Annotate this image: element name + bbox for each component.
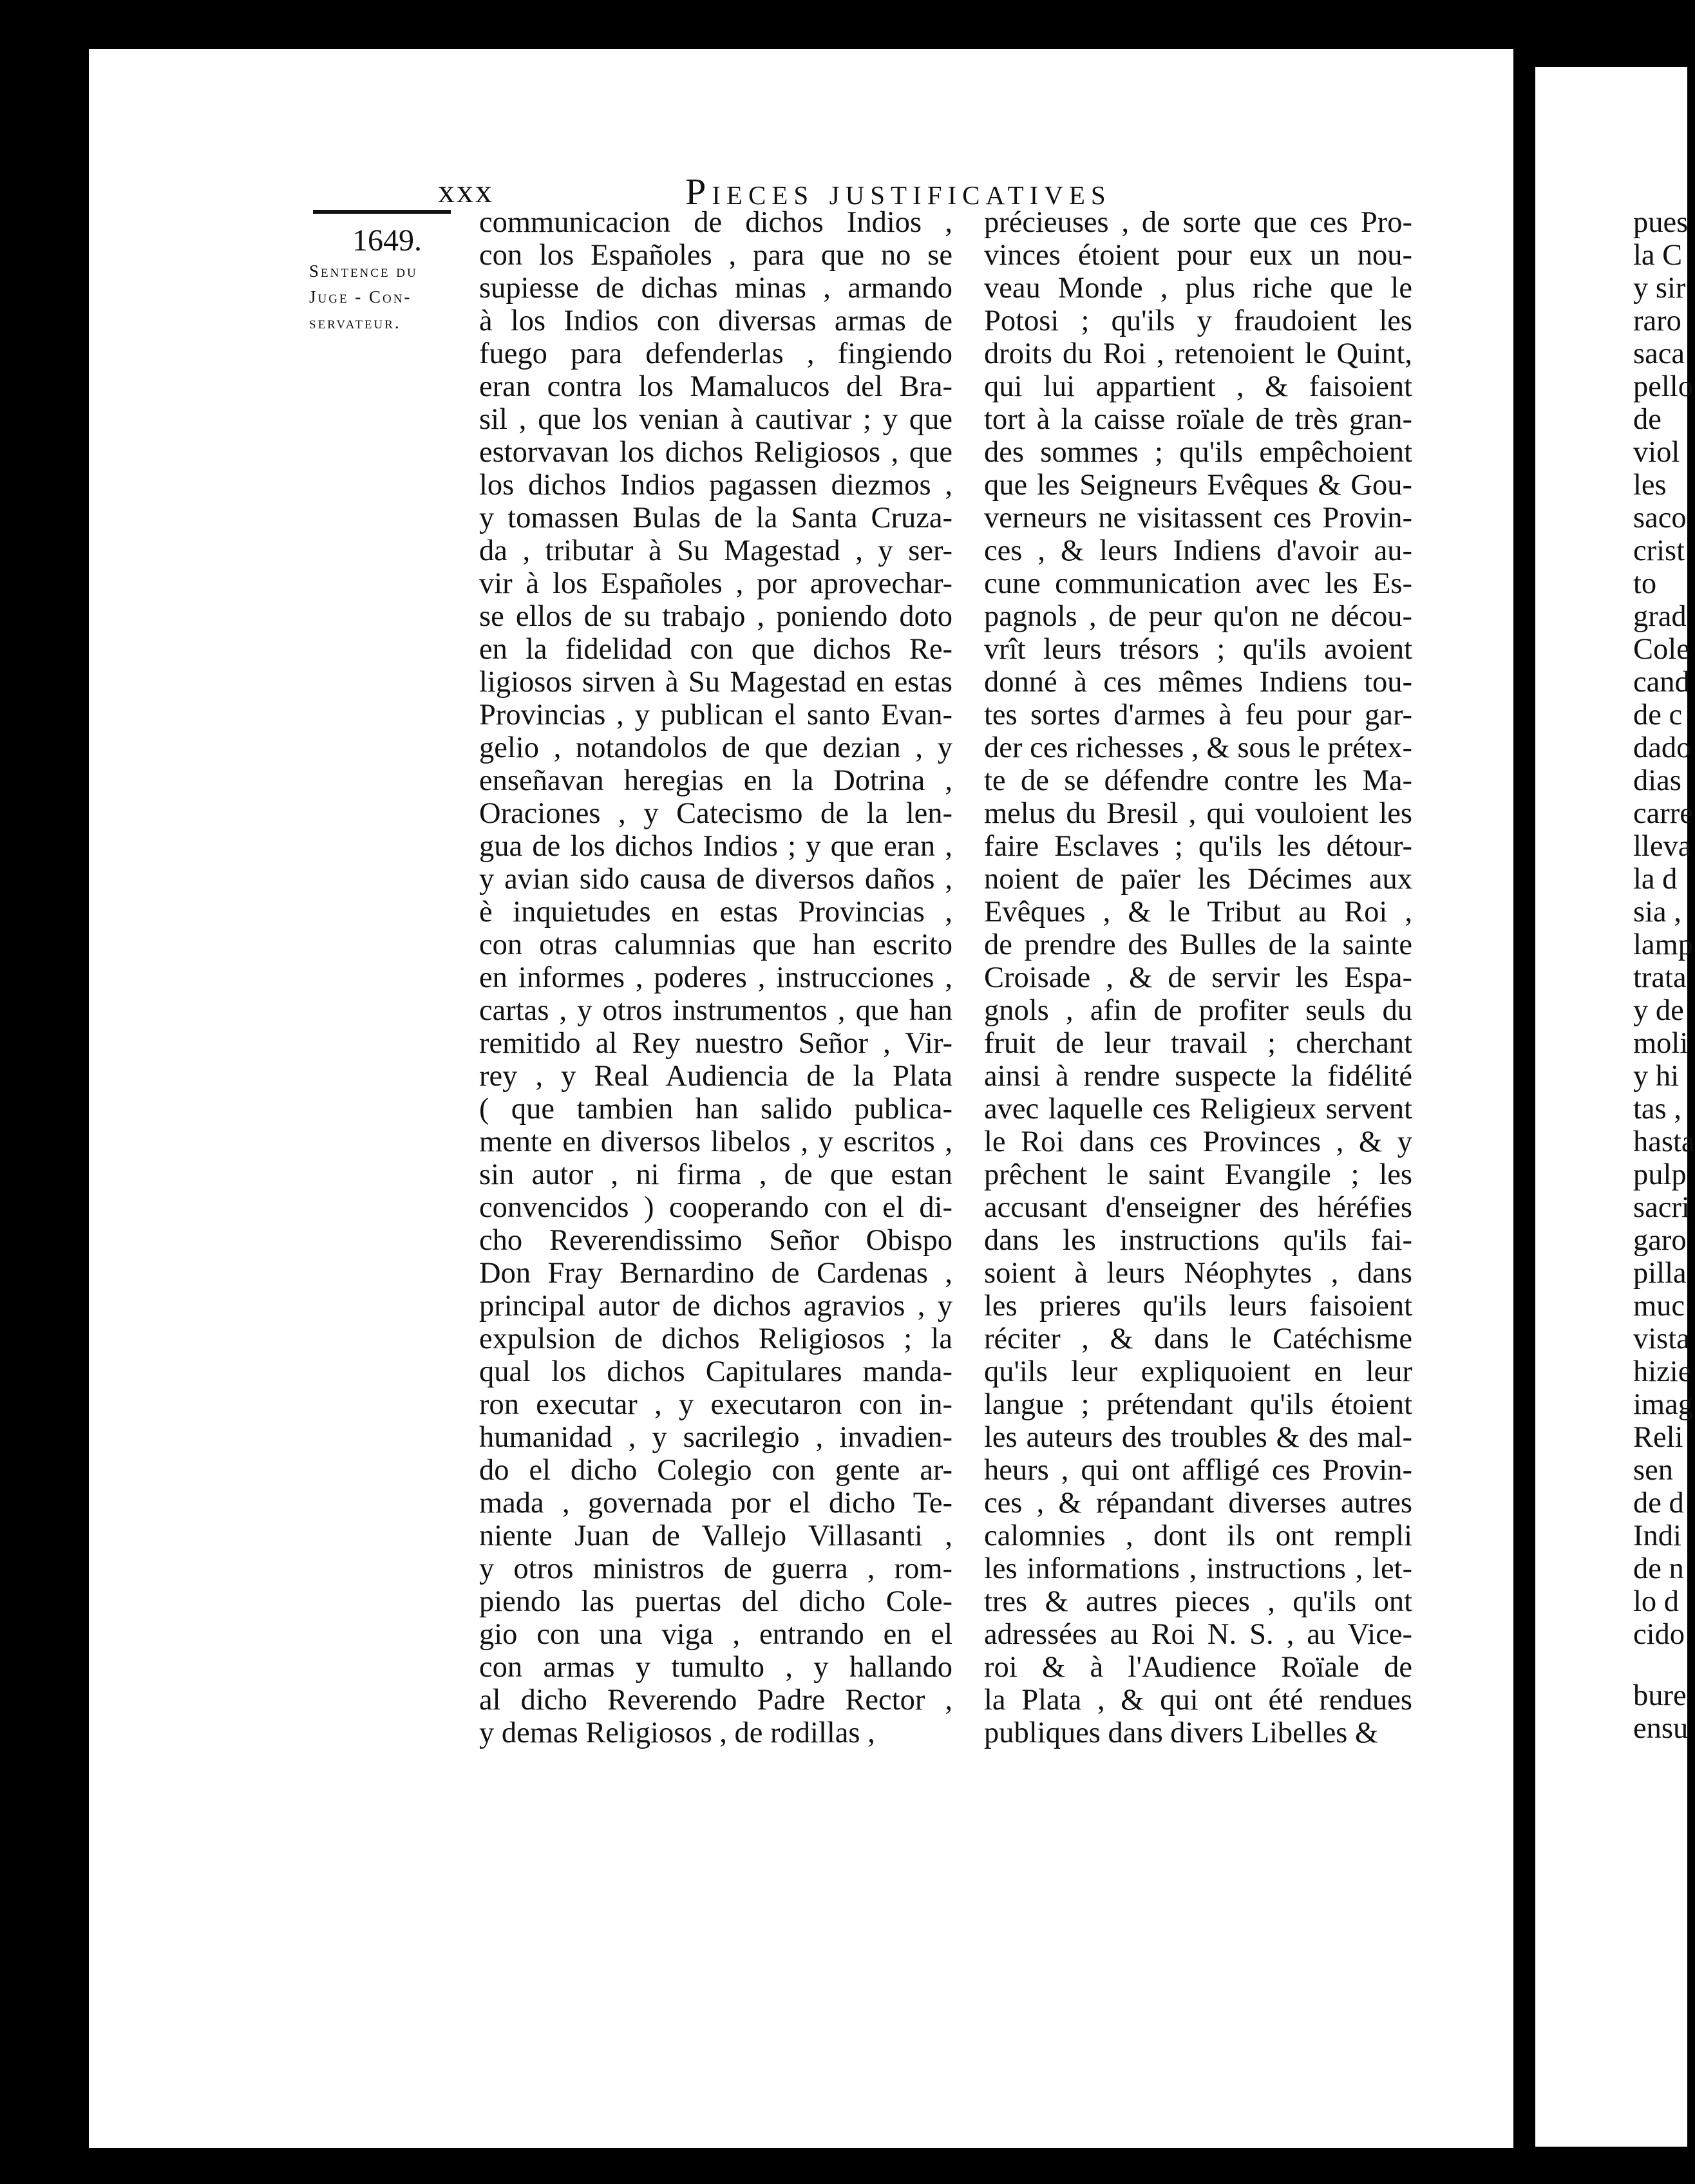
text-line: Potosi ; qu'ils y fraudoient les — [984, 305, 1412, 337]
facing-page-line: lleva — [1633, 830, 1692, 863]
facing-page-line: moli — [1633, 1027, 1689, 1060]
text-line: y otros ministros de guerra , rom- — [479, 1552, 952, 1585]
text-line: gua de los dichos Indios ; y que eran , — [479, 830, 952, 863]
text-line: ces , & répandant diverses autres — [984, 1487, 1412, 1520]
text-line: fuego para defenderlas , fingiendo — [479, 337, 952, 370]
text-line: humanidad , y sacrilegio , invadien- — [479, 1421, 952, 1454]
facing-page-line: imag — [1633, 1388, 1693, 1421]
text-line: sil , que los venian à cautivar ; y que — [479, 403, 952, 436]
facing-page-line: muc — [1633, 1290, 1685, 1323]
text-line: ainsi à rendre suspecte la fidélité — [984, 1060, 1412, 1093]
text-line: supiesse de dichas minas , armando — [479, 272, 952, 305]
facing-page-line: bure — [1633, 1679, 1687, 1712]
text-line: enseñavan heregias en la Dotrina , — [479, 764, 952, 797]
spanish-text-column — [479, 206, 952, 1749]
text-line: la Plata , & qui ont été rendues — [984, 1684, 1412, 1717]
facing-page-line: hizie — [1633, 1355, 1692, 1388]
margin-year: 1649. — [352, 223, 422, 258]
facing-page-line: crist — [1633, 534, 1685, 567]
text-line: accusant d'enseigner des héréfies — [984, 1191, 1412, 1224]
text-line: qui lui appartient , & faisoient — [984, 370, 1412, 403]
facing-page-line: la C — [1633, 239, 1683, 272]
text-line: ( que tambien han salido publica- — [479, 1093, 952, 1125]
text-line: tes sortes d'armes à feu pour gar- — [984, 699, 1412, 731]
text-line: de prendre des Bulles de la sainte — [984, 928, 1412, 961]
text-line: réciter , & dans le Catéchisme — [984, 1323, 1412, 1355]
text-line: con armas y tumulto , y hallando — [479, 1651, 952, 1684]
text-line: faire Esclaves ; qu'ils les détour- — [984, 830, 1412, 863]
text-line: y avian sido causa de diversos daños , — [479, 863, 952, 896]
facing-page-line: pues — [1633, 206, 1689, 239]
facing-page-line: de d — [1633, 1487, 1684, 1520]
text-line: les informations , instructions , let- — [984, 1552, 1412, 1585]
text-line: qual los dichos Capitulares manda- — [479, 1355, 952, 1388]
facing-page-line: la d — [1633, 863, 1678, 896]
facing-page-line: les — [1633, 469, 1667, 502]
text-line: fruit de leur travail ; cherchant — [984, 1027, 1412, 1060]
facing-page-line: y hi — [1633, 1060, 1680, 1093]
text-line: eran contra los Mamalucos del Bra- — [479, 370, 952, 403]
facing-page-line: lamp — [1633, 928, 1693, 961]
text-line: ron executar , y executaron con in- — [479, 1388, 952, 1421]
text-line: mada , governada por el dicho Te- — [479, 1487, 952, 1520]
facing-page-line: lo d — [1633, 1585, 1680, 1618]
text-line: noient de païer les Décimes aux — [984, 863, 1412, 896]
text-line: des sommes ; qu'ils empêchoient — [984, 436, 1412, 469]
text-line: langue ; prétendant qu'ils étoient — [984, 1388, 1412, 1421]
text-line: les prieres qu'ils leurs faisoient — [984, 1290, 1412, 1323]
text-line: droits du Roi , retenoient le Quint, — [984, 337, 1412, 370]
text-line: con otras calumnias que han escrito — [479, 928, 952, 961]
page-number: xxx — [438, 173, 494, 210]
facing-page-line: pello — [1633, 370, 1693, 403]
facing-page-line: saca — [1633, 337, 1685, 370]
facing-page-line: Cole — [1633, 633, 1690, 666]
margin-note-text — [309, 258, 470, 335]
text-line: prêchent le saint Evangile ; les — [984, 1158, 1412, 1191]
text-line: expulsion de dichos Religiosos ; la — [479, 1323, 952, 1355]
facing-page-line: de c — [1633, 699, 1683, 731]
facing-page-line: cand — [1633, 666, 1690, 699]
facing-page-line: hasta — [1633, 1125, 1695, 1158]
text-line: tort à la caisse roïale de très gran- — [984, 403, 1412, 436]
text-line: tres & autres pieces , qu'ils ont — [984, 1585, 1412, 1618]
text-line: der ces richesses , & sous le prétex- — [984, 731, 1412, 764]
facing-page-line: pulp — [1633, 1158, 1687, 1191]
facing-page-gap — [1633, 1651, 1687, 1679]
text-line: con los Españoles , para que no se — [479, 239, 952, 272]
facing-page-line: y sir — [1633, 272, 1686, 305]
text-line: pagnols , de peur qu'on ne décou- — [984, 600, 1412, 633]
text-line: verneurs ne visitassent ces Provin- — [984, 502, 1412, 534]
text-line: Oraciones , y Catecismo de la len- — [479, 797, 952, 830]
facing-page-line: cido — [1633, 1618, 1685, 1651]
text-line: vinces étoient pour eux un nou- — [984, 239, 1412, 272]
facing-page-line: garo — [1633, 1224, 1687, 1257]
facing-page-line: dado — [1633, 731, 1692, 764]
text-line: estorvavan los dichos Religiosos , que — [479, 436, 952, 469]
text-line: qu'ils leur expliquoient en leur — [984, 1355, 1412, 1388]
text-line: melus du Bresil , qui vouloient les — [984, 797, 1412, 830]
facing-page-line: Indi — [1633, 1520, 1681, 1552]
text-line: ligiosos sirven à Su Magestad en estas — [479, 666, 952, 699]
text-line: te de se défendre contre les Ma- — [984, 764, 1412, 797]
facing-page-line: tas , — [1633, 1093, 1681, 1125]
text-line: calomnies , dont ils ont rempli — [984, 1520, 1412, 1552]
text-line: da , tributar à Su Magestad , y ser- — [479, 534, 952, 567]
text-line: gio con una viga , entrando en el — [479, 1618, 952, 1651]
text-line: publiques dans divers Libelles & — [984, 1717, 1379, 1749]
facing-page-line: sen — [1633, 1454, 1673, 1487]
facing-page-line: viol — [1633, 436, 1680, 469]
facing-page-line: Reli — [1633, 1421, 1683, 1454]
text-line: cho Reverendissimo Señor Obispo — [479, 1224, 952, 1257]
text-line: se ellos de su trabajo , poniendo doto — [479, 600, 952, 633]
text-line: Don Fray Bernardino de Cardenas , — [479, 1257, 952, 1290]
facing-page-line: to — [1633, 567, 1657, 600]
text-line: roi & à l'Audience Roïale de — [984, 1651, 1412, 1684]
text-line: remitido al Rey nuestro Señor , Vir- — [479, 1027, 952, 1060]
text-line: al dicho Reverendo Padre Rector , — [479, 1684, 952, 1717]
text-line: los dichos Indios pagassen diezmos , — [479, 469, 952, 502]
text-line: le Roi dans ces Provinces , & y — [984, 1125, 1412, 1158]
text-line: cartas , y otros instrumentos , que han — [479, 994, 952, 1027]
facing-page-line: ensu — [1633, 1712, 1689, 1745]
text-line: Provincias , y publican el santo Evan- — [479, 699, 952, 731]
text-line: précieuses , de sorte que ces Pro- — [984, 206, 1412, 239]
margin-note-line: servateur. — [309, 313, 401, 332]
text-line: convencidos ) cooperando con el di- — [479, 1191, 952, 1224]
facing-page-line: sacri — [1633, 1191, 1690, 1224]
text-line: è inquietudes en estas Provincias , — [479, 896, 952, 928]
facing-page-line: de — [1633, 403, 1662, 436]
text-line: avec laquelle ces Religieux servent — [984, 1093, 1412, 1125]
text-line: do el dicho Colegio con gente ar- — [479, 1454, 952, 1487]
facing-page-line: raro — [1633, 305, 1681, 337]
facing-page-line: sia , — [1633, 896, 1681, 928]
text-line: vir à los Españoles , por aprovechar- — [479, 567, 952, 600]
margin-note-line: Juge - Con- — [309, 287, 412, 306]
text-line: vrît leurs trésors ; qu'ils avoient — [984, 633, 1412, 666]
text-line: mente en diversos libelos , y escritos , — [479, 1125, 952, 1158]
text-line: soient à leurs Néophytes , dans — [984, 1257, 1412, 1290]
facing-page-line: dias — [1633, 764, 1681, 797]
facing-page-line: y de — [1633, 994, 1684, 1027]
text-line: dans les instructions qu'ils fai- — [984, 1224, 1412, 1257]
running-title: Pieces justificatives — [685, 171, 1112, 212]
text-line: piendo las puertas del dicho Cole- — [479, 1585, 952, 1618]
text-line: donné à ces mêmes Indiens tou- — [984, 666, 1412, 699]
facing-page-line: saco — [1633, 502, 1687, 534]
text-line: gelio , notandolos de que dezian , y — [479, 731, 952, 764]
text-line: en informes , poderes , instrucciones , — [479, 961, 952, 994]
text-line: gnols , afin de profiter seuls du — [984, 994, 1412, 1027]
facing-page-line: trata — [1633, 961, 1687, 994]
text-line: adressées au Roi N. S. , au Vice- — [984, 1618, 1412, 1651]
text-line: y demas Religiosos , de rodillas , — [479, 1717, 875, 1749]
margin-rule — [313, 210, 451, 214]
facing-page-line: pilla — [1633, 1257, 1687, 1290]
french-text-column — [984, 206, 1412, 1749]
facing-page-line: vista — [1633, 1323, 1690, 1355]
text-line: que les Seigneurs Evêques & Gou- — [984, 469, 1412, 502]
text-line: les auteurs des troubles & des mal- — [984, 1421, 1412, 1454]
margin-note-line: Sentence du — [309, 261, 418, 281]
text-line: Evêques , & le Tribut au Roi , — [984, 896, 1412, 928]
text-line: cune communication avec les Es- — [984, 567, 1412, 600]
text-line: en la fidelidad con que dichos Re- — [479, 633, 952, 666]
text-line: sin autor , ni firma , de que estan — [479, 1158, 952, 1191]
text-line: veau Monde , plus riche que le — [984, 272, 1412, 305]
facing-page-line: carre — [1633, 797, 1693, 830]
text-line: communicacion de dichos Indios , — [479, 206, 952, 239]
text-line: rey , y Real Audiencia de la Plata — [479, 1060, 952, 1093]
facing-page-line: de n — [1633, 1552, 1684, 1585]
margin-note — [309, 223, 470, 335]
facing-page-text — [1633, 206, 1695, 1745]
text-line: heurs , qui ont affligé ces Provin- — [984, 1454, 1412, 1487]
facing-page-line: grad — [1633, 600, 1687, 633]
text-line: à los Indios con diversas armas de — [479, 305, 952, 337]
text-line: principal autor de dichos agravios , y — [479, 1290, 952, 1323]
text-line: niente Juan de Vallejo Villasanti , — [479, 1520, 952, 1552]
text-line: Croisade , & de servir les Espa- — [984, 961, 1412, 994]
text-line: ces , & leurs Indiens d'avoir au- — [984, 534, 1412, 567]
text-line: y tomassen Bulas de la Santa Cruza- — [479, 502, 952, 534]
